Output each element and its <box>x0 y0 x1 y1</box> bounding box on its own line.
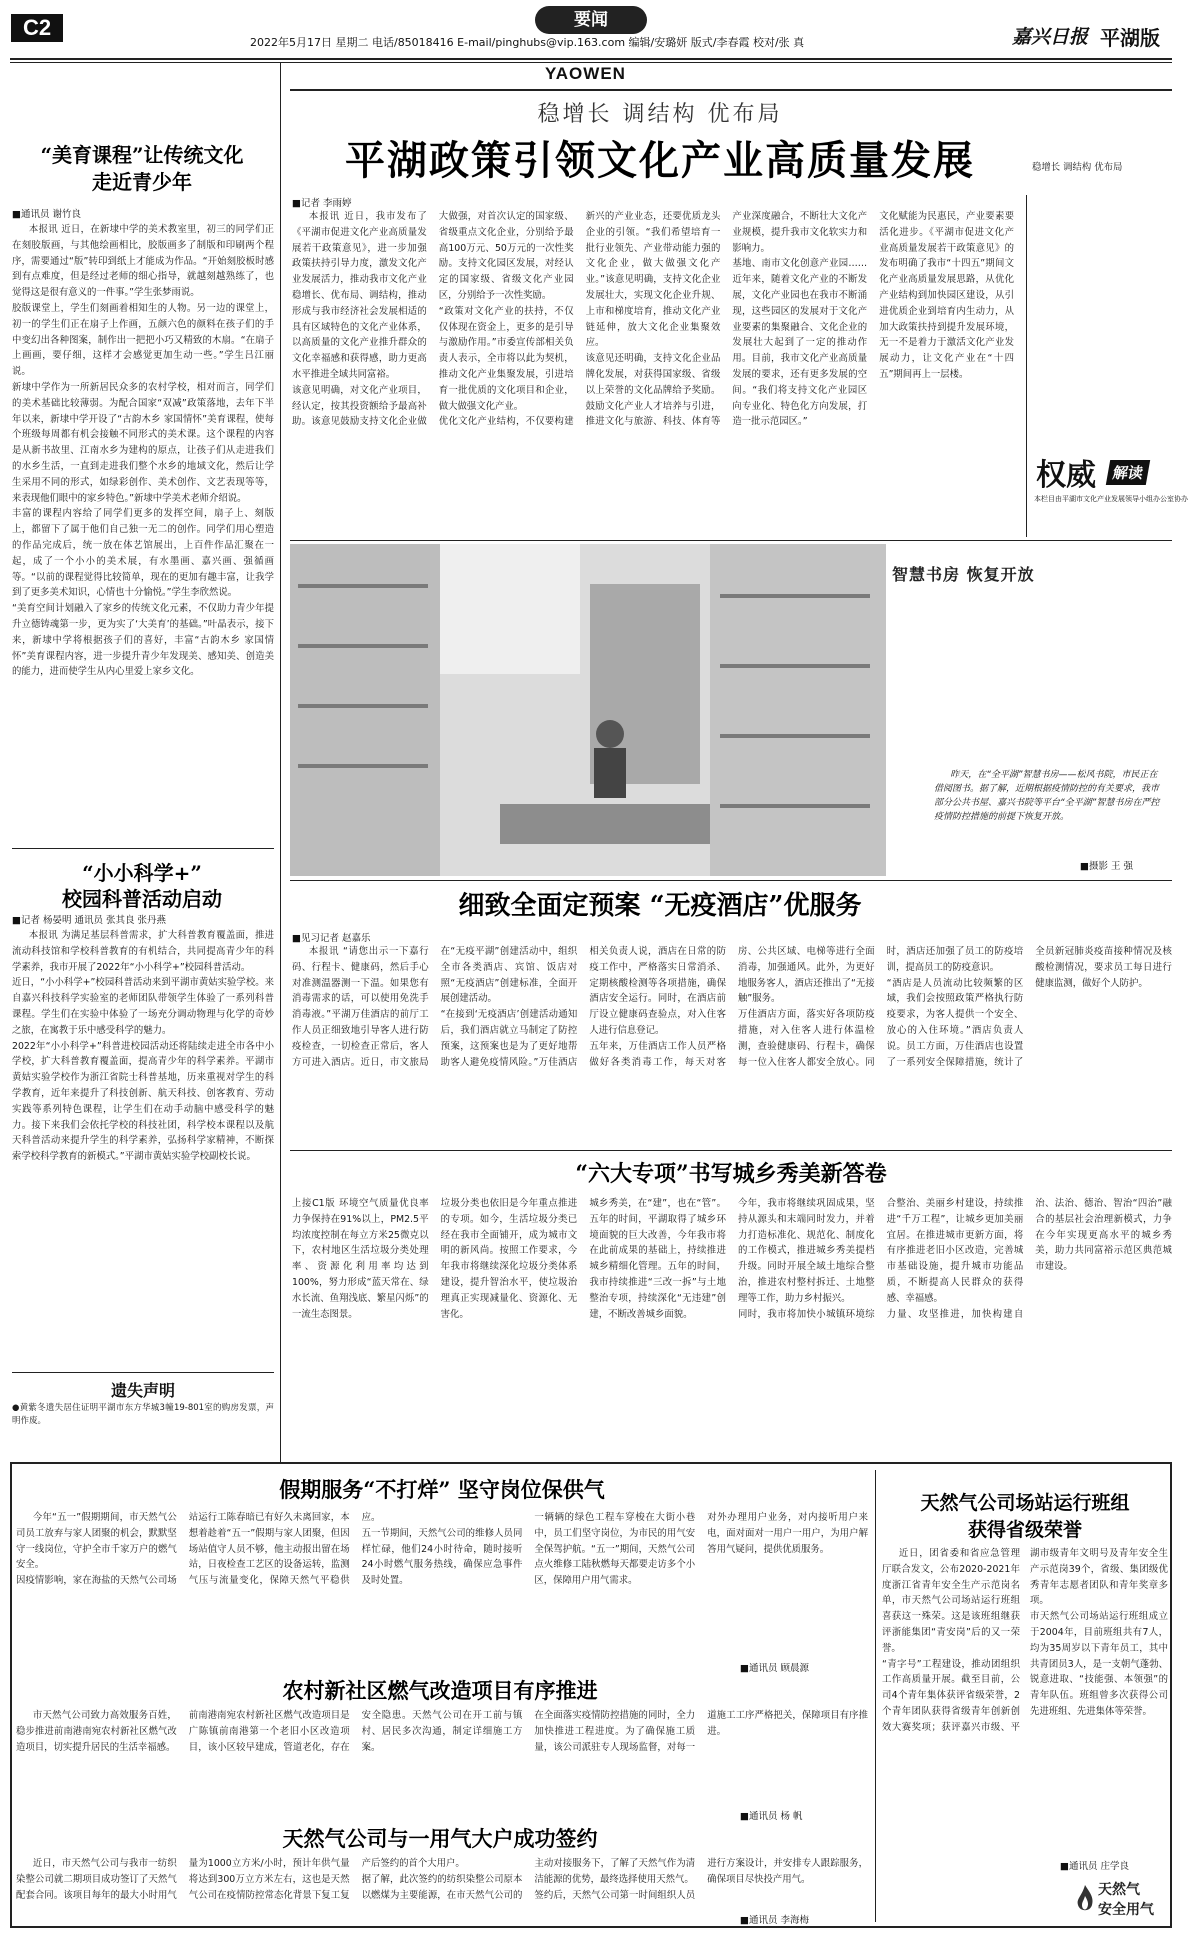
bottom-article-2-body: 市天然气公司致力高效服务百姓，稳步推进前南港南宛农村新社区燃气改造项目，切实提升居民的生活幸福感。 前南港南宛农村新社区燃气改造项目是广陈镇前南港第一个老旧小区改造项目，该小区较早建成，管道老化，存在安全隐患。天然气公司在开工前与镇村、居民多次沟通，制定详细施工方案。 在全面落实疫情防控措施的同时，全力加快推进工程进度。为了确保施工质量，该公司派驻专人现场监督，对每一道施工工序严格把关，保障项目有序推进。 <box>16 1710 868 1753</box>
bottom-article-1-credit: ■通讯员 顾晨源 <box>740 1663 809 1674</box>
left-article-2-byline: ■记者 杨晏明 通讯员 张其良 张丹燕 <box>12 915 167 926</box>
left-divider-2 <box>12 1372 274 1373</box>
six-top-rule <box>290 1150 1172 1151</box>
authority-badge-text: 权威 <box>1036 458 1096 493</box>
main-byline: ■记者 李雨婷 <box>292 198 352 209</box>
six-body: 上接C1版 环境空气质量优良率力争保持在91%以上，PM2.5平均浓度控制在每立方米25微克以下，农村地区生活垃圾分类处理率、资源化利用率均达到100%，努力形成“蓝天常在、绿水长流、鱼翔浅底、繁星闪烁”的一流生态图景。 垃圾分类也依旧是今年重点推进的专项。如今，生活垃圾分类已经在我市全面铺开，成为城市文明的新风尚。按照工作要求，今年我市将继续深化垃圾分类体系建设，提升智治水平，使垃圾治理真正实现减量化、资源化、无害化。 城乡秀美，在“建”，也在“管”。五年的时间，平湖取得了城乡环境面貌的巨大改善，今年我市将在此前成果的基础上，持续推进城乡精细化管理。五年的时间，我市持续推进“三改一拆”与土地整治专项，持续深化“无违建”创建，不断改善城乡面貌。 今年，我市将继续巩固成果，坚持从源头和末端同时发力，并着力打造标准化、规范化、制度化的工作模式，推进城乡秀美提档升级。同时开展全域土地综合整治，推进农村整村拆迁、土地整理等工作，助力乡村振兴。 同时，我市将加快小城镇环境综合整治、美丽乡村建设，持续推进“千万工程”，让城乡更加美丽宜居。在推进城市更新方面，将有序推进老旧小区改造，完善城市基础设施，提升城市功能品质，不断提高人民群众的获得感、幸福感。 力量、攻坚推进，加快构建自治、法治、德治、智治“四治”融合的基层社会治理新模式，力争在今年实现更高水平的城乡秀美，助力共同富裕示范区典范城市建设。 <box>292 1198 1172 1320</box>
bottom-article-2-title: 农村新社区燃气改造项目有序推进 <box>282 1678 598 1703</box>
section-pinyin: YAOWEN <box>545 64 626 83</box>
left-article-1-body: 本报讯 近日，在新埭中学的美术教室里，初三的同学们正在刻胶版画，与其他绘画相比，胶版画多了制版和印刷两个程序，需要通过“版”转印到纸上才能成为作品。“开始刻胶板时感到有点难度，但是经过老师的细心指导，就越刻越熟练了，也觉得这是很有意义的一件事。”学生张梦雨说。 胶版课堂上，学生们刻画着相知生的人物。另一边的课堂上，初一的学生们正在扇子上作画，五颜六色的颜料在孩子们的手中变幻出各种图案，制作出一把把小巧又精致的木扇。“在扇子上画画，要仔细，这样才会感觉更加生动一些。”学生吕江丽说。 新埭中学作为一所新居民众多的农村学校，相对而言，同学们的美术基础比较薄弱。为配合国家“双减”政策落地，去年下半年以来，新埭中学开设了“古韵木乡 家国情怀”美育课程，使每个班级每周都有机会接触不同形式的美术课。这个课程的内容是从新书故里、江南水乡为建构的原点，让孩子们从走进我们的水乡生活，一直到走进我们整个水乡的地域文化，然后让学生采用不同的形式，如绿彩创作、美术创作、文艺表现等等，来表现他们眼中的家乡特色。”新埭中学美术老师介绍说。 丰富的课程内容给了同学们更多的发挥空间，扇子上、刻版上，都留下了属于他们自己独一无二的创作。同学们用心塑造的作品完成后，统一放在体艺馆展出，上百件作品汇聚在一起，成了一个小小的美术展，有水墨画、嘉兴画、强循画等。“以前的课程觉得比较简单，现在的更加有趣丰富，让我学到了更多美术知识，心情也十分愉悦。”学生李欣然说。 “美育空间计划融入了家乡的传统文化元素，不仅助力青少年提升立德铸魂第一步，更为实了‘大美育’的基础。”叶晶表示，接下来，新埭中学将根据孩子们的喜好，丰富“古韵木乡 家国情怀”美育课程内容，进一步提升青少年发现美、感知美、创造美的能力，进而使学生从内心里爱上家乡文化。 <box>12 224 274 678</box>
bottom-article-3-credit: ■通讯员 李海梅 <box>740 1915 809 1926</box>
pinyin-rule <box>290 89 1172 91</box>
library-photo-illustration <box>290 544 886 876</box>
right-article-credit: ■通讯员 庄学良 <box>1060 1861 1129 1872</box>
library-photo <box>290 544 886 876</box>
hotel-title: 细致全面定预案 “无疫酒店”优服务 <box>458 891 862 921</box>
main-kicker: 稳增长 调结构 优布局 <box>537 102 783 127</box>
left-article-1-title: “美育课程”让传统文化 走近青少年 <box>40 143 244 194</box>
left-divider-1 <box>12 848 274 849</box>
gas-safety-logo <box>1072 1876 1170 1924</box>
bottom-right-divider <box>875 1470 876 1922</box>
six-title: “六大专项”书写城乡秀美新答卷 <box>575 1161 887 1187</box>
hotel-byline: ■见习记者 赵嘉乐 <box>292 933 371 944</box>
main-body-continued: 稳增长 调结构 优布局 <box>1032 162 1123 173</box>
hotel-body: 本报讯 “请您出示一下嘉行码、行程卡、健康码，然后手心对准测温器测一下温。如果您有消毒需求的话，可以使用免洗手消毒液。”平湖万佳酒店的前厅工作人员正细致地引导客人进行防疫检查，一切检查正常后，客人方可进入酒店。近日，市文旅局在“无疫平湖”创建活动中，组织全市各类酒店、宾馆、饭店对照“无疫酒店”创建标准，全面开展创建活动。 “在接到‘无疫酒店’创建活动通知后，我们酒店就立马制定了防控预案，这预案也是为了更好地帮助客人避免疫情风险。”万佳酒店相关负责人说，酒店在日常的防疫工作中，严格落实日常消杀、定期核酸检测等各项措施，确保酒店安全运行。同时，在酒店前厅设立健康码查验点，对入住客人进行信息登记。 五年来，万佳酒店工作人员严格做好各类消毒工作，每天对客房、公共区域、电梯等进行全面消毒，加强通风。此外，为更好地服务客人，酒店还推出了“无接触”服务。 万佳酒店方面，落实好各项防疫措施，对入住客人进行体温检测，查验健康码、行程卡，确保每一位入住客人都安全放心。同时，酒店还加强了员工的防疫培训，提高员工的防疫意识。 “酒店是人员流动比较频繁的区域，我们会按照政策严格执行防疫要求，为客人提供一个安全、放心的入住环境。”酒店负责人说。员工方面，万佳酒店也设置了一系列安全保障措施，统计了全员新冠肺炎疫苗接种情况及核酸检测情况，要求员工每日进行健康监测，做好个人防护。 <box>292 946 1172 1068</box>
bottom-article-1-title: 假期服务“不打烊” 坚守岗位保供气 <box>279 1477 605 1502</box>
main-right-divider <box>1026 195 1027 537</box>
lost-notice-title: 遗失声明 <box>110 1381 175 1400</box>
authority-badge-tag: 解读 <box>1106 460 1150 485</box>
authority-badge <box>1032 446 1188 512</box>
photo-caption: 昨天，在“全平湖”智慧书房——松风书院，市民正在借阅图书。据了解，近期根据疫情防控的有关要求，我市部分公共书屋、嘉兴书院等平台“全平湖”智慧书房在严控疫情防控措施的前提下恢复开放。 <box>934 770 1160 822</box>
main-body: 本报讯 近日，我市发布了《平湖市促进文化产业高质量发展若干政策意见》，进一步加强政策扶持引导力度，激发文化产业发展活力，推动我市文化产业稳增长、优布局、调结构，推动形成与我市经济社会发展相适的具有区域特色的文化产业体系，以高质量的文化产业推升群众的文化幸福感和获得感，助力更高水平推进全域共同富裕。 该意见明确，对文化产业项目，经认定，按其投资额给予最高补助。该意见鼓励支持文化企业做大做强，对首次认定的国家级、省级重点文化企业，分别给予最高100万元、50万元的一次性奖励。支持文化园区发展，对经认定的国家级、省级文化产业园区，分别给予一次性奖励。 “政策对文化产业的扶持，不仅仅体现在资金上，更多的是引导与激励作用。”市委宣传部相关负责人表示，全市将以此为契机，推动文化产业集聚发展，引进培育一批优质的文化项目和企业，做大做强文化产业。 优化文化产业结构，不仅要构建新兴的产业业态，还要优质龙头企业的引领。“我们希望培育一批行业领先、产业带动能力强的文化企业，做大做强文化产业。”该意见明确，支持文化企业发展壮大，实现文化企业升规、上市和梯度培育，推动文化产业链延伸，放大文化企业集聚效应。 该意见还明确，支持文化企业品牌化发展，对获得国家级、省级以上荣誉的文化品牌给予奖励。鼓励文化产业人才培养与引进，推进文化与旅游、科技、体育等产业深度融合，不断壮大文化产业规模，提升我市文化软实力和影响力。 基地、南市文化创意产业园……近年来，随着文化产业的不断发展，文化产业园也在我市不断涌现，这些园区的发展对于文化产业要素的集聚融合、文化企业的发展壮大起到了一定的推动作用。目前，我市文化产业高质量发展的要求，还有更多发展的空间。“我们将支持文化产业园区向专业化、特色化方向发展，打造一批示范园区。” 文化赋能为民惠民，产业要素要活化进步。《平湖市促进文化产业高质量发展若干政策意见》的发布明确了我市“十四五”期间文化产业高质量发展思路，从优化产业结构到加快园区建设，从引进优质企业到培育内生动力，从加大政策扶持到提升发展环境，无一不是着力于激活文化产业发展动力，让文化产业在“十四五”期间再上一层楼。 <box>292 211 1014 428</box>
right-article-title: 天然气公司场站运行班组 获得省级荣誉 <box>920 1492 1130 1541</box>
section-badge: 要闻 <box>535 6 647 34</box>
gas-safety-logo-text: 天然气 安全用气 <box>1098 1882 1154 1918</box>
lost-notice-body: ●黄紫冬遗失居住证明平湖市东方华城3幢19-801室的购房发票，声明作废。 <box>12 1403 274 1426</box>
bottom-article-1-body: 今年“五一”假期期间，市天然气公司员工放弃与家人团聚的机会，默默坚守一线岗位，守护全市千家万户的燃气安全。 因疫情影响，家在海盐的天然气公司场站运行工陈春暗已有好久未离回家，本想着趁着“五一”假期与家人团聚，但因场站值守人员不够，他主动报出留在场站，日夜检查工艺区的设备运转，监测气压与流量变化，保障天然气平稳供应。 五一节期间，天然气公司的维修人员同样忙碌，他们24小时待命，随时接听24小时燃气服务热线，确保应急事件及时处置。 一辆辆的绿色工程车穿梭在大街小巷中，员工们坚守岗位，为市民的用气安全保驾护航。“五一”期间，天然气公司点火维修工陆秋燃每天都要走访多个小区，保障用户用气需求。 对外办理用户业务，对内接听用户来电，面对面对一用户一用户，为用户解答用气疑问，提供优质服务。 <box>16 1512 868 1587</box>
header-rule <box>10 58 1172 60</box>
authority-sub: 本栏目由平湖市文化产业发展领导小组办公室协办 <box>1034 495 1188 503</box>
left-article-1-byline: ■通讯员 谢竹良 <box>12 209 81 220</box>
date-line: 2022年5月17日 星期二 电话/85018416 E-mail/pinghubs@vip.163.com 编辑/安璐妍 版式/李春霞 校对/张 真 <box>250 36 805 49</box>
left-article-2-body: 本报讯 为满足基层科普需求，扩大科普教育覆盖面，推进流动科技馆和学校科普教育的有机结合，共同提高青少年的科学素养，我市开展了2022年“小小科学+”校园科普活动。 近日，“小小科学+”校园科普活动来到平湖市黄姑实验学校。来自嘉兴科技科学实验室的老师团队带领学生体验了一系列科普课程。学生们在实验中体验了一场充分调动物理与化学的奇妙之旅，在寓教于乐中感受科学的魅力。 2022年“小小科学+”科普进校园活动还将陆续走进全市各中小学校，扩大科普教育覆盖面，提高青少年的科学素养。平湖市黄姑实验学校作为浙江省院士科普基地，历来重视对学生的科学教育，近年来提升了科技创新、航天科技、创客教育、劳动实践等系列特色课程，让学生们在动手动脑中感受科学的魅力。接下来我们会依托学校的科技社团，科学校本课程以及航天科普活动来提升学生的科学素养，弘扬科学家精神，不断探索学校科学教育的新模式。”平湖市黄姑实验学校副校长说。 <box>12 930 274 1163</box>
edition-label: 平湖版 <box>1100 26 1160 50</box>
masthead-logo: 嘉兴日报 <box>1012 26 1089 48</box>
left-column-divider <box>280 62 281 1462</box>
header-rule-thin <box>10 62 1172 63</box>
photo-credit: ■摄影 王 强 <box>1080 861 1134 872</box>
flame-icon <box>1074 1884 1096 1914</box>
photo-caption-title: 智慧书房 恢复开放 <box>892 565 1035 584</box>
left-article-2-title: “小小科学+” 校园科普活动启动 <box>62 861 222 911</box>
main-title: 平湖政策引领文化产业高质量发展 <box>345 137 975 184</box>
page-number-badge: C2 <box>11 14 63 42</box>
hotel-top-rule <box>290 880 1172 881</box>
bottom-article-2-credit: ■通讯员 杨 帆 <box>740 1811 803 1822</box>
right-article-body: 近日，团省委和省应急管理厅联合发文，公布2020-2021年度浙江省青年安全生产示范岗名单，市天然气公司场站运行班组喜获这一殊荣。这是该班组继获评浙能集团“青安岗”后的又一荣誉。 “青字号”工程建设，推动团组织工作高质量开展。截至目前，公司4个青年集体获评省级荣誉，2个青年团队获得省级青年创新创效大赛奖项；获评嘉兴市级、平湖市级青年文明号及青年安全生产示范岗39个，省级、集团级优秀青年志愿者团队和青年奖章多项。 市天然气公司场站运行班组成立于2004年，目前班组共有7人，均为35周岁以下青年员工，其中共青团员3人，是一支朝气蓬勃、锐意进取、“技能强、本领强”的青年队伍。班组曾多次获得公司先进班组、先进集体等荣誉。 <box>882 1548 1168 1733</box>
photo-top-rule <box>290 540 1172 541</box>
bottom-article-3-title: 天然气公司与一用气大户成功签约 <box>282 1826 598 1851</box>
bottom-article-3-body: 近日，市天然气公司与我市一纺织染整公司就二期项目成功签订了天然气配套合同。该项目每年的最大小时用气量为1000立方米/小时，预计年供气量将达到300万立方米左右，这也是天然气公司在疫情防控常态化背景下复工复产后签约的首个大用户。 据了解，此次签约的纺织染整公司原本以燃煤为主要能源，在市天然气公司的主动对接服务下，了解了天然气作为清洁能源的优势，最终选择使用天然气。 签约后，天然气公司第一时间组织人员进行方案设计，并安排专人跟踪服务，确保项目尽快投产用气。 <box>16 1858 868 1901</box>
